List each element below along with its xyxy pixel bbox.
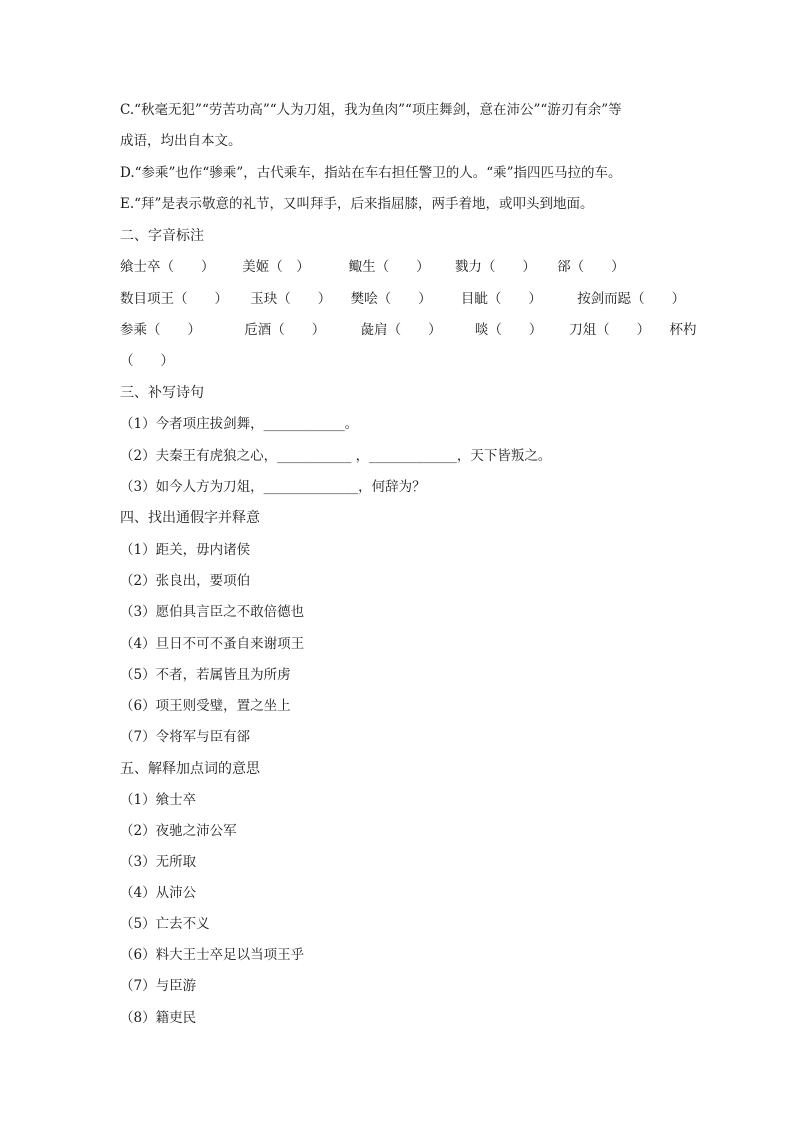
option-c-line1: C.“秋毫无犯”“劳苦功高”“人为刀俎，我为鱼肉”“项庄舞剑，意在沛公”“游刃有余”等 xyxy=(120,102,622,118)
pinyin-item: 数目项王（ ） xyxy=(120,291,228,307)
pinyin-item: 彘肩（ ） xyxy=(360,322,442,338)
list-item: （7）令将军与臣有郤 xyxy=(120,729,251,745)
pinyin-item: 参乘（ ） xyxy=(120,322,201,338)
list-item: （7）与臣游 xyxy=(120,978,197,994)
list-item: （1）距关，毋内诸侯 xyxy=(120,542,251,558)
pinyin-item: 鲰生（ ） xyxy=(348,259,430,275)
list-item: （1）飨士卒 xyxy=(120,792,197,808)
pinyin-item: 刀俎（ ） xyxy=(569,322,651,338)
pinyin-item: 戮力（ ） xyxy=(454,259,536,275)
list-item: （6）项王则受璧，置之坐上 xyxy=(120,698,291,714)
pinyin-item: 啖（ ） xyxy=(474,322,543,338)
pinyin-item: 卮酒（ ） xyxy=(244,322,326,338)
pinyin-item: 美姬（ ） xyxy=(242,259,310,275)
pinyin-item: 飨士卒（ ） xyxy=(120,259,215,275)
list-item: （6）料大王士卒足以当项王乎 xyxy=(120,947,305,963)
section2-title: 二、字音标注 xyxy=(120,228,204,244)
pinyin-item: 郤（ ） xyxy=(557,259,625,275)
option-c-line2: 成语，均出自本文。 xyxy=(120,133,242,149)
list-item: （5）亡去不义 xyxy=(120,916,210,932)
section3-title: 三、补写诗句 xyxy=(120,385,204,401)
list-item: （5）不者，若属皆且为所虏 xyxy=(120,667,291,683)
fill-item: （2）夫秦王有虎狼之心，___________ ，_____________，天下皆叛之。 xyxy=(120,448,552,464)
list-item: （3）无所取 xyxy=(120,854,197,870)
list-item: （8）籍吏民 xyxy=(120,1010,197,1026)
fill-item: （3）如今人方为刀俎，______________，何辞为？ xyxy=(120,479,426,495)
fill-item: （1）今者项庄拔剑舞，____________。 xyxy=(120,416,359,432)
pinyin-item: 目眦（ ） xyxy=(460,291,542,307)
pinyin-item: 按剑而跽（ ） xyxy=(577,291,686,307)
pinyin-row-3 xyxy=(120,320,697,340)
pinyin-row-1 xyxy=(120,257,680,277)
pinyin-row-4: （ ） xyxy=(120,353,174,369)
list-item: （4）旦日不可不蚤自来谢项王 xyxy=(120,636,305,652)
pinyin-item: 樊哙（ ） xyxy=(350,291,432,307)
list-item: （2）张良出，要项伯 xyxy=(120,573,251,589)
pinyin-row-2 xyxy=(120,289,686,309)
pinyin-item: 杯杓 xyxy=(669,322,697,338)
option-d-line: D.“参乘”也作“骖乘”，古代乘车，指站在车右担任警卫的人。“乘”指四匹马拉的车。 xyxy=(120,165,622,181)
section5-title: 五、解释加点词的意思 xyxy=(120,761,260,777)
list-item: （4）从沛公 xyxy=(120,885,197,901)
list-item: （2）夜驰之沛公军 xyxy=(120,823,237,839)
option-e-line: E.“拜”是表示敬意的礼节，又叫拜手，后来指屈膝，两手着地，或叩头到地面。 xyxy=(120,196,594,212)
list-item: （3）愿伯具言臣之不敢倍德也 xyxy=(120,604,305,620)
pinyin-item: 玉玦（ ） xyxy=(250,291,332,307)
section4-title: 四、找出通假字并释意 xyxy=(120,510,260,526)
